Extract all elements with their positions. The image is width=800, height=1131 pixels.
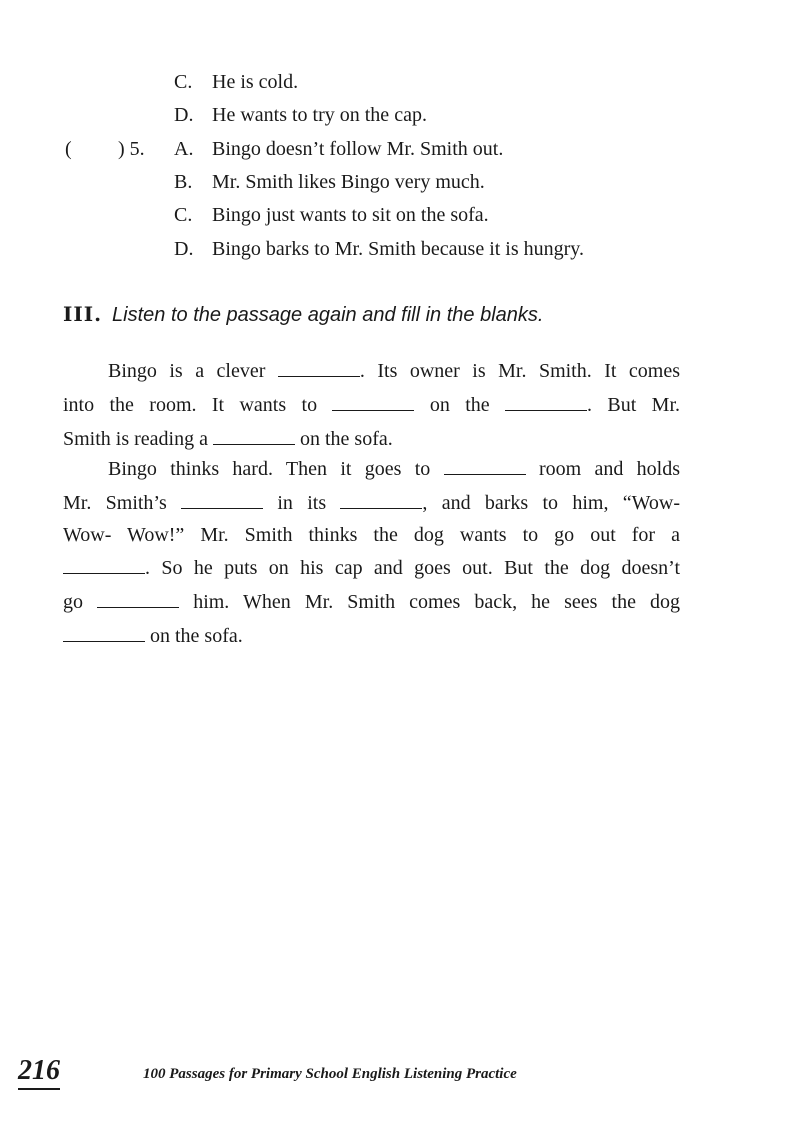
answer-blank[interactable]: [63, 559, 145, 574]
answer-blank[interactable]: [505, 396, 587, 411]
q5-option-d: [174, 237, 584, 261]
page-number: 216: [18, 1056, 60, 1090]
passage-line: [63, 590, 680, 614]
passage-text: . Its owner is Mr. Smith. It comes: [359, 360, 681, 382]
answer-blank[interactable]: [444, 460, 526, 475]
answer-blank[interactable]: [332, 396, 414, 411]
passage-line: [63, 556, 680, 580]
bracket-close: ): [118, 138, 125, 160]
answer-blank[interactable]: [97, 593, 179, 608]
passage-line: [63, 427, 680, 451]
passage-line: [63, 624, 680, 648]
q5-option-c: [174, 203, 489, 227]
option-text: He wants to try on the cap.: [212, 104, 427, 126]
passage-line: [108, 457, 680, 481]
answer-blank[interactable]: [213, 430, 295, 445]
passage-text: on the: [429, 394, 490, 416]
passage-text: room and holds: [538, 458, 681, 480]
passage-line: [63, 393, 680, 417]
passage-text: Wow- Wow!” Mr. Smith thinks the dog wants to go out for a: [63, 524, 680, 546]
answer-blank[interactable]: [278, 362, 360, 377]
option-text: Bingo barks to Mr. Smith because it is hungry.: [212, 238, 585, 260]
passage-text: . But Mr.: [587, 394, 680, 416]
passage-text: on the sofa.: [299, 428, 393, 450]
option-letter: C.: [174, 204, 193, 226]
answer-blank[interactable]: [63, 627, 145, 642]
q4-option-c: [174, 70, 298, 94]
option-text: He is cold.: [212, 71, 299, 93]
passage-text: him. When Mr. Smith comes back, he sees the dog: [193, 591, 681, 613]
q5-option-b: [174, 170, 485, 194]
passage-text: Bingo is a clever: [108, 360, 266, 382]
question-number: 5.: [129, 138, 145, 160]
option-letter: A.: [174, 138, 194, 160]
option-letter: D.: [174, 238, 194, 260]
section-instruction: Listen to the passage again and fill in the blanks.: [112, 304, 544, 326]
q5-answer-bracket: [65, 137, 72, 161]
passage-text: on the sofa.: [150, 625, 243, 647]
passage-text: . So he puts on his cap and goes out. But the dog doesn’t: [145, 557, 680, 579]
option-letter: D.: [174, 104, 194, 126]
passage-text: Smith is reading a: [63, 428, 208, 450]
passage-text: go: [63, 591, 83, 613]
passage-text: in its: [277, 492, 327, 514]
option-text: Bingo just wants to sit on the sofa.: [212, 204, 489, 226]
q5-option-a: [174, 137, 503, 161]
passage-line: [108, 359, 680, 383]
passage-line: [63, 523, 680, 547]
passage-text: Bingo thinks hard. Then it goes to: [108, 458, 431, 480]
answer-blank[interactable]: [181, 494, 263, 509]
option-letter: B.: [174, 171, 193, 193]
q4-option-d: [174, 103, 427, 127]
option-text: Bingo doesn’t follow Mr. Smith out.: [212, 138, 504, 160]
option-letter: C.: [174, 71, 193, 93]
book-title: 100 Passages for Primary School English Listening Practice: [143, 1066, 517, 1082]
q5-number: [118, 137, 145, 161]
passage-line: [63, 491, 680, 515]
option-text: Mr. Smith likes Bingo very much.: [212, 171, 485, 193]
passage-text: , and barks to him, “Wow-: [422, 492, 681, 514]
passage-text: Mr. Smith’s: [63, 492, 167, 514]
passage-text: into the room. It wants to: [63, 394, 318, 416]
section-numeral: III.: [63, 302, 103, 326]
section-heading: [63, 301, 543, 328]
answer-blank[interactable]: [340, 494, 422, 509]
bracket-open: (: [65, 138, 72, 160]
